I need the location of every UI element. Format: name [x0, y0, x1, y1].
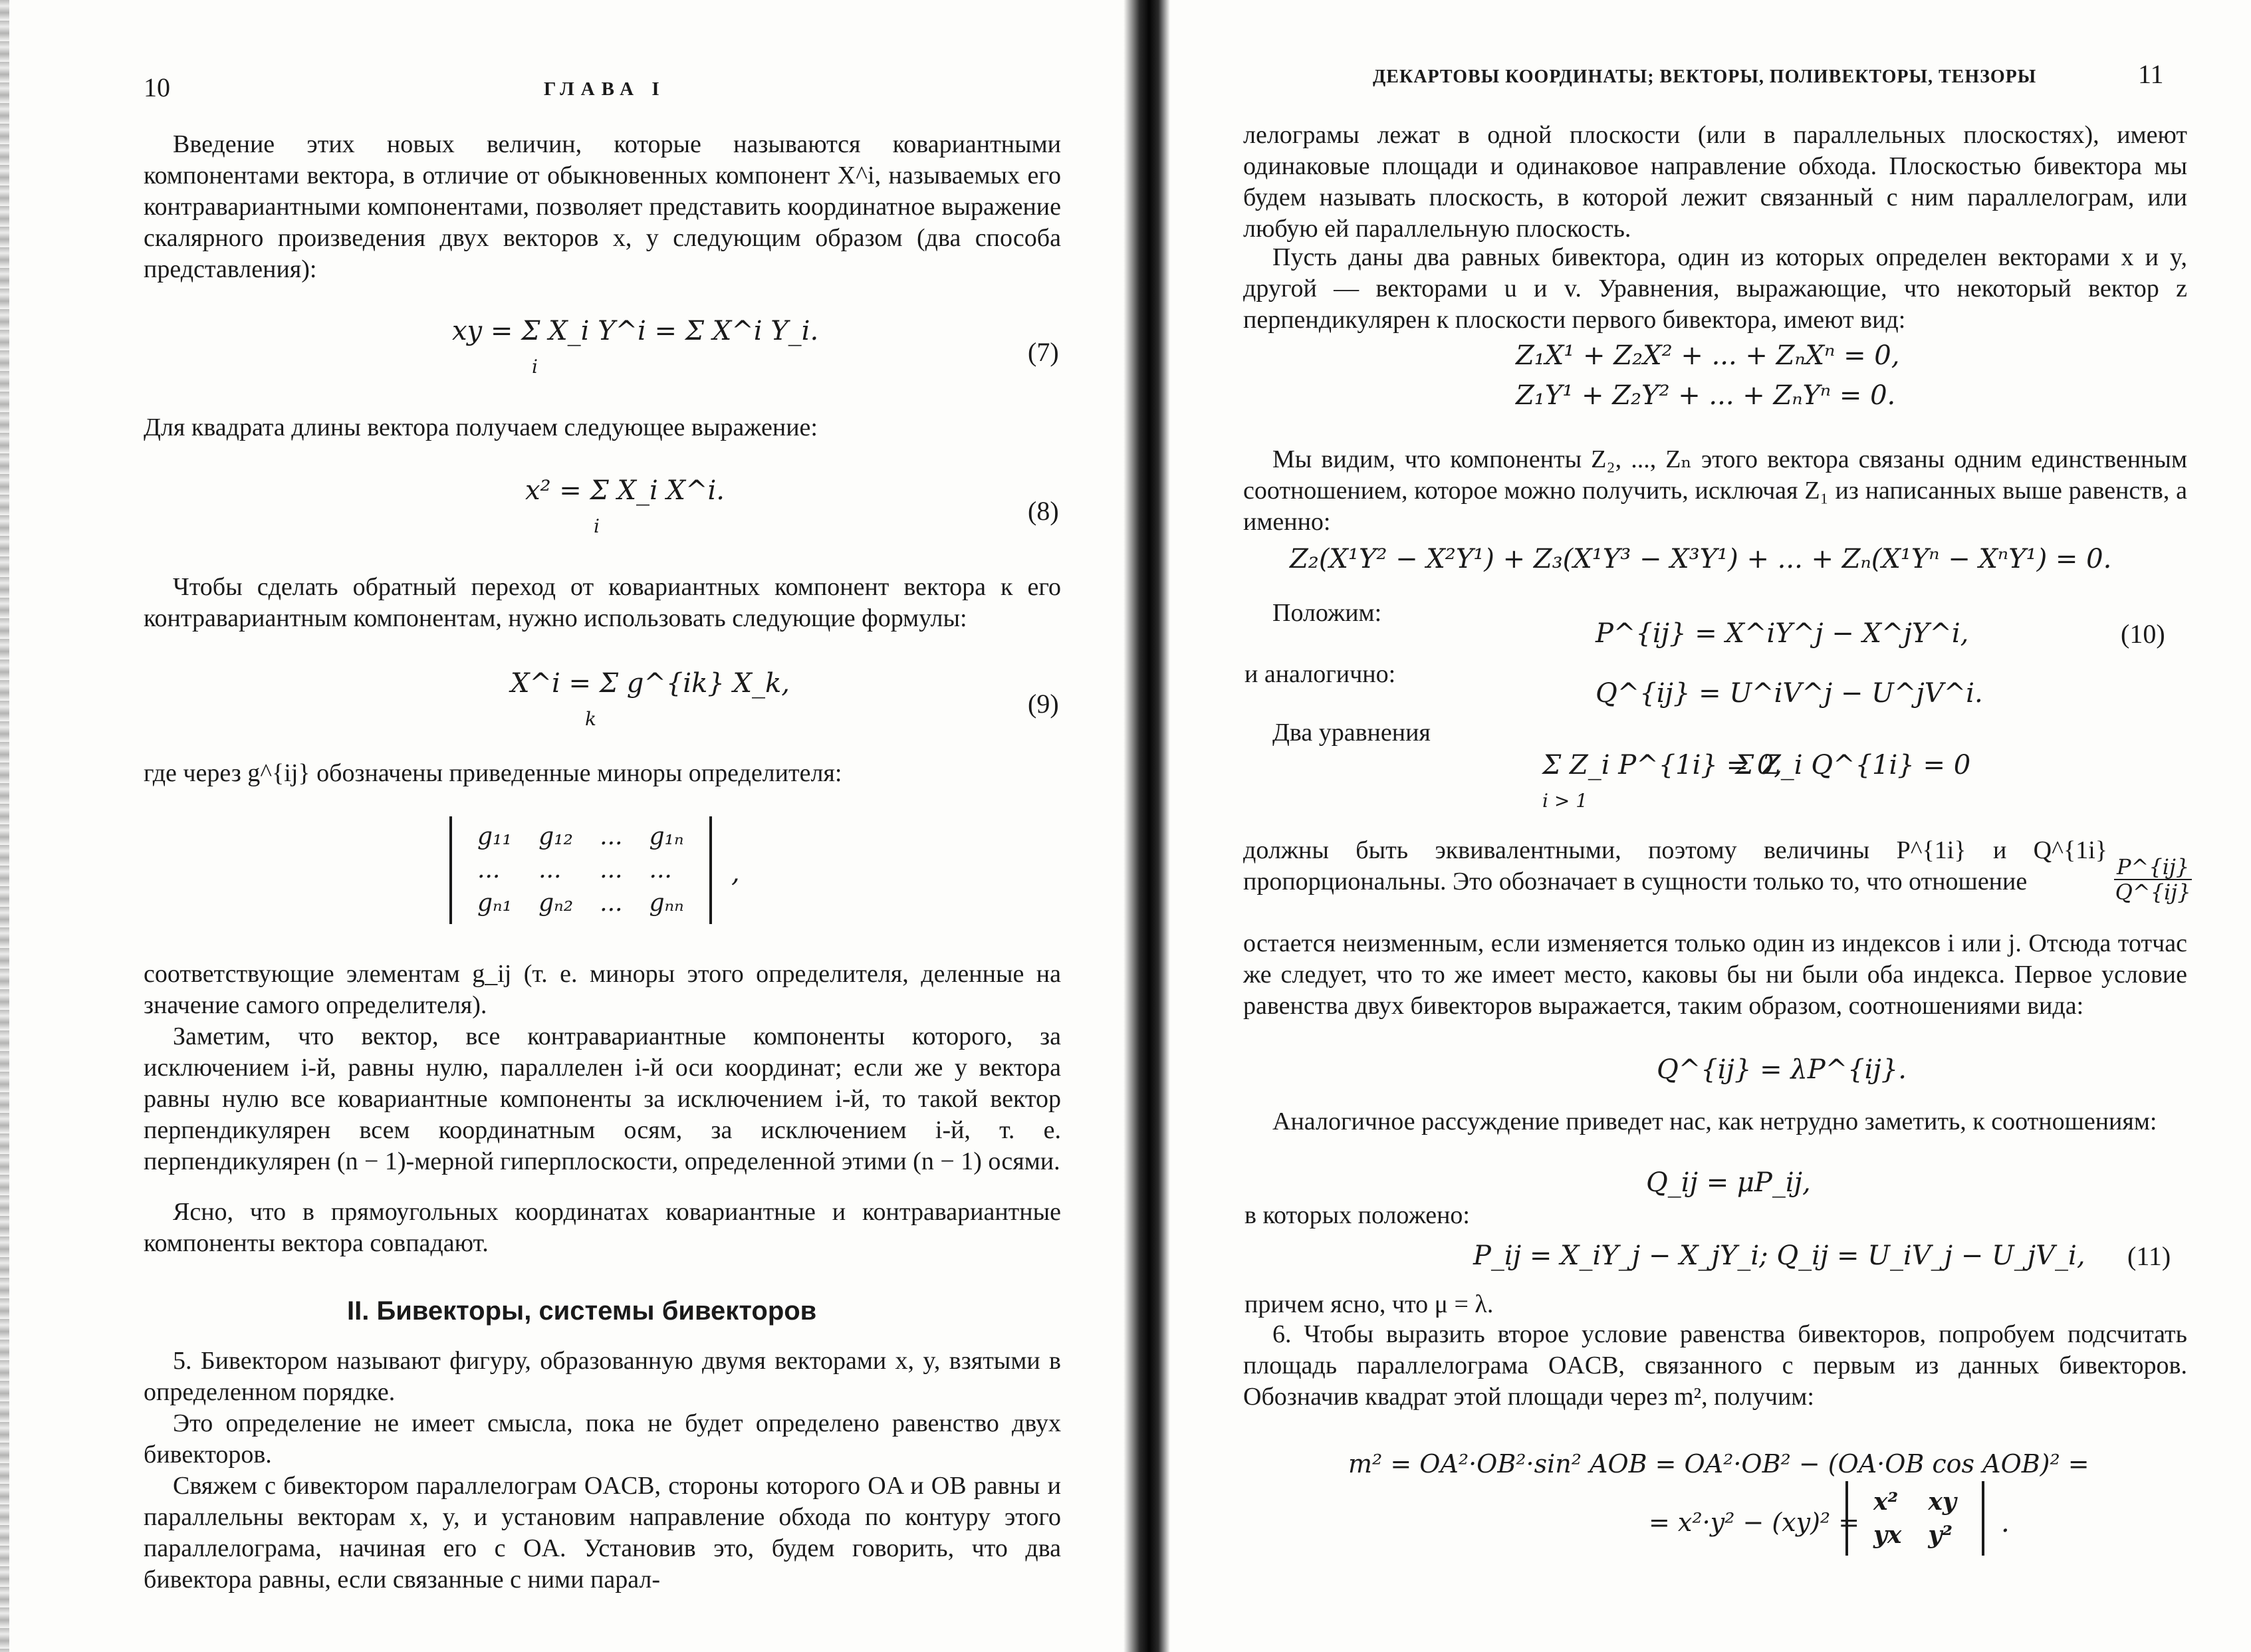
- paragraph-parallelogram: Свяжем с бивектором параллелограм OACB, стороны которого OA и OB равны и параллельны векторам x, y, и установим направление обхода по контуру этого параллелограма, начиная его с OA. Установив это, будем говорить, что два бивектора равны, если связанные с ними парал-: [144, 1472, 1061, 1593]
- paragraph-corresponding-elements: соответствующие элементам g_ij (т. е. миноры этого определителя, деленные на значение самого определителя).: [144, 960, 1061, 1019]
- paragraph-reduced-minors: где через g^{ij} обозначены приведенные миноры определителя:: [144, 759, 842, 787]
- fraction-numerator: P^{ij}: [2114, 855, 2192, 880]
- equation-11-number: (11): [2127, 1241, 2171, 1271]
- determinant-g: [449, 816, 712, 924]
- fraction-denominator: Q^{ij}: [2115, 880, 2191, 905]
- matrix-cell: gₙ₁: [477, 889, 513, 917]
- page-edge-shadow: [0, 0, 9, 1652]
- det-cell: y²: [1928, 1521, 1953, 1549]
- label-two-equations: Два уравнения: [1272, 719, 1431, 747]
- determinant-trailing-comma: ,: [731, 858, 740, 888]
- label-polozhim: Положим:: [1272, 599, 1382, 627]
- matrix-row: [464, 820, 697, 854]
- matrix-cell: ...: [600, 889, 623, 917]
- paragraph-one-relation: Мы видим, что компоненты Z₂, ..., Zₙ этого вектора связаны одним единственным соотношением, которое можно получить, исключая Z₁ из написанных выше равенств, а именно:: [1243, 445, 2187, 536]
- matrix-cell: ...: [600, 823, 623, 850]
- matrix-cell: ...: [477, 856, 501, 884]
- equation-mu: Q_ij = μP_ij,: [1646, 1167, 1811, 1198]
- det-cell: x²: [1873, 1488, 1899, 1516]
- paragraph-proportional: должны быть эквивалентными, поэтому величины P^{1i} и Q^{1i} пропорциональны. Это обозначает в сущности только то, что отношение: [1243, 836, 2107, 895]
- label-polozheno: в которых положено:: [1244, 1201, 1470, 1229]
- equation-10-number: (10): [2121, 619, 2165, 649]
- right-page: [1170, 0, 2251, 1652]
- matrix-cell: g₁₁: [477, 823, 512, 850]
- matrix-cell: g₁₂: [538, 823, 573, 850]
- paragraph-equality-needed: Это определение не имеет смысла, пока не будет определено равенство двух бивекторов.: [144, 1409, 1061, 1469]
- left-page: [0, 0, 1124, 1652]
- equation-10: P^{ij} = X^iY^j − X^jY^i,: [1596, 618, 1969, 649]
- paragraph-analogous-reasoning: Аналогичное рассуждение приведет нас, как нетрудно заметить, к соотношениям:: [1272, 1108, 2157, 1135]
- equation-lambda: Q^{ij} = λP^{ij}.: [1657, 1054, 1907, 1085]
- page-number-right: 11: [2138, 59, 2164, 89]
- det-cell: xy: [1928, 1488, 1956, 1516]
- matrix-row: [464, 854, 697, 887]
- paragraph-parallel-axis: Заметим, что вектор, все контравариантные компоненты которого, за исключением i-й, равны нулю, параллелен i-й оси координат; если же у вектора равны нулю все ковариантные компоненты за исключением i-й, то такой вектор перпендикулярен всем координатным осям, за исключением i-й, т. е. перпендикулярен (n − 1)-мерной гиперплоскости, определенной этими (n − 1) осями.: [144, 1022, 1061, 1175]
- system-equation-1: Z₁X¹ + Z₂X² + ... + ZₙXⁿ = 0,: [1516, 340, 1900, 371]
- equation-sum-index: i > 1: [1542, 790, 1588, 812]
- section-heading: II. Бивекторы, системы бивекторов: [347, 1296, 817, 1326]
- paragraph-bivector-plane: лелограмы лежат в одной плоскости (или в параллельных плоскостях), имеют одинаковые площади и одинаковое направление обхода. Плоскостью бивектора мы будем называть плоскость, в которой лежит связанный с ним параллелограм, или любую ей параллельную плоскость.: [1243, 121, 2187, 243]
- det-row: [1860, 1485, 1970, 1518]
- equation-8-number: (8): [1028, 496, 1059, 526]
- paragraph-length-square: Для квадрата длины вектора получаем следующее выражение:: [144, 413, 818, 441]
- paragraph-bivector-definition: 5. Бивектором называют фигуру, образованную двумя векторами x, y, взятыми в определенном порядке.: [144, 1347, 1061, 1406]
- equation-7-number: (7): [1028, 337, 1059, 367]
- equation-sum-p: Σ Z_i P^{1i} = 0,: [1542, 750, 1782, 780]
- running-head-right: ДЕКАРТОВЫ КООРДИНАТЫ; ВЕКТОРЫ, ПОЛИВЕКТОРЫ, ТЕНЗОРЫ: [1373, 66, 2037, 87]
- equation-q: Q^{ij} = U^iV^j − U^jV^i.: [1596, 678, 1983, 709]
- book-spine: [1124, 0, 1170, 1652]
- matrix-cell: gₙₙ: [649, 889, 684, 917]
- det-cell: yx: [1873, 1521, 1902, 1549]
- matrix-cell: ...: [538, 856, 562, 884]
- equation-7-index: i: [532, 356, 538, 378]
- fraction-p-over-q: [2114, 855, 2192, 904]
- matrix-cell: gₙ₂: [538, 889, 574, 917]
- equation-sum-q: Σ Z_i Q^{1i} = 0: [1735, 750, 1971, 780]
- equation-9-number: (9): [1028, 689, 1059, 719]
- system-equation-2: Z₁Y¹ + Z₂Y² + ... + ZₙYⁿ = 0.: [1516, 380, 1896, 411]
- equation-9: X^i = Σ g^{ik} X_k,: [511, 668, 790, 699]
- paragraph-mu-lambda: причем ясно, что μ = λ.: [1244, 1290, 1494, 1318]
- equation-m-squared-cont: = x²·y² − (xy)² =: [1649, 1508, 1860, 1537]
- paragraph-second-condition: 6. Чтобы выразить второе условие равенства бивекторов, попробуем подсчитать площадь параллелограма OACB, связанного с первым из данных бивекторов. Обозначив квадрат этой площади через m², получим:: [1243, 1320, 2187, 1411]
- matrix-cell: ...: [649, 856, 672, 884]
- paragraph-first-condition: остается неизменным, если изменяется только один из индексов i или j. Отсюда тотчас же следует, что то же имеет место, каковы бы ни были оба индекса. Первое условие равенства двух бивекторов выражается, таким образом, соотношениями вида:: [1243, 929, 2187, 1020]
- paragraph-rectangular-coords: Ясно, что в прямоугольных координатах ковариантные и контравариантные компоненты вектора совпадают.: [144, 1198, 1061, 1257]
- matrix-cell: ...: [600, 856, 623, 884]
- matrix-row: [464, 887, 697, 920]
- determinant-xy: [1845, 1481, 1984, 1556]
- equation-long: Z₂(X¹Y² − X²Y¹) + Z₃(X¹Y³ − X³Y¹) + ... + Zₙ(X¹Yⁿ − XⁿY¹) = 0.: [1290, 544, 2112, 574]
- equation-8: x² = Σ X_i X^i.: [525, 475, 725, 506]
- paragraph-inverse-transition: Чтобы сделать обратный переход от ковариантных компонент вектора к его контравариантным компонентам, нужно использовать следующие формулы:: [144, 573, 1061, 632]
- label-analogichno: и аналогично:: [1244, 660, 1396, 688]
- equation-m-squared: m² = OA²·OB²·sin² AOB = OA²·OB² − (OA·OB cos AOB)² =: [1348, 1449, 2089, 1478]
- running-head-left: ГЛАВА I: [544, 78, 666, 100]
- equation-11: P_ij = X_iY_j − X_jY_i; Q_ij = U_iV_j − U_jV_i,: [1473, 1240, 2085, 1271]
- paragraph-two-bivectors: Пусть даны два равных бивектора, один из которых определен векторами x и y, другой — векторами u и v. Уравнения, выражающие, что некоторый вектор z перпендикулярен к плоскости первого бивектора, имеют вид:: [1243, 243, 2187, 334]
- matrix-cell: g₁ₙ: [649, 823, 684, 850]
- equation-8-index: i: [594, 515, 600, 537]
- paragraph-covariant-intro: Введение этих новых величин, которые называются ковариантными компонентами вектора, в отличие от обыкновенных компонент X^i, называемых его контравариантными компонентами, позволяет представить координатное выражение скалярного произведения двух векторов x, y следующим образом (два способа представления):: [144, 130, 1061, 283]
- equation-7: xy = Σ X_i Y^i = Σ X^i Y_i.: [452, 316, 819, 346]
- page-number-left: 10: [144, 72, 170, 102]
- determinant-trailing-period: .: [2001, 1508, 2010, 1538]
- det-row: [1860, 1518, 1970, 1552]
- equation-9-index: k: [585, 708, 596, 730]
